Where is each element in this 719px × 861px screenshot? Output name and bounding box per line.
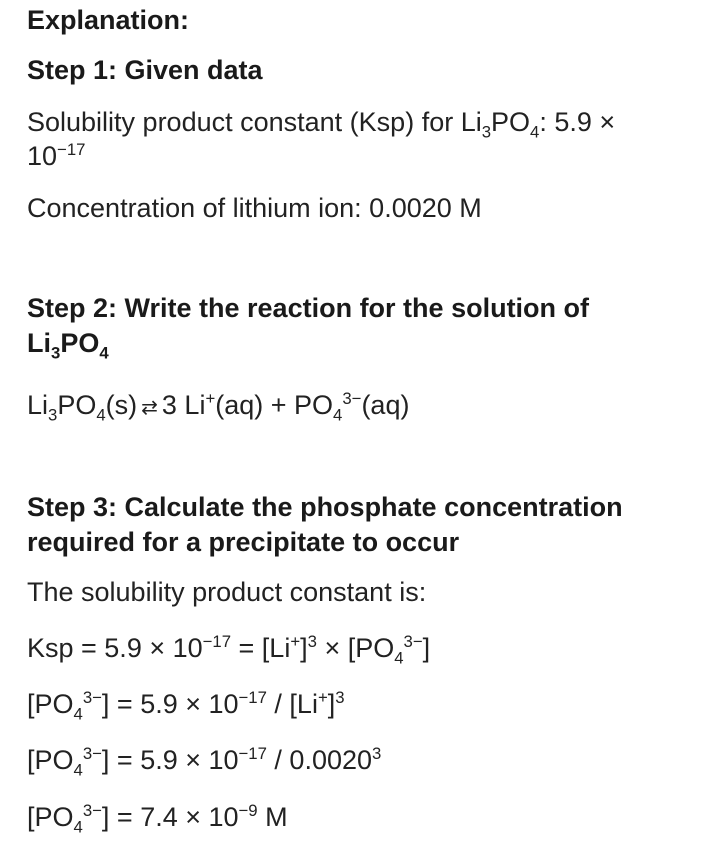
eq1-end: ] [422,633,431,663]
eq4-mid: ] = 7.4 × 10 [101,802,239,832]
eq3-power: 3 [372,744,382,763]
step1-title [27,54,263,86]
step1-title-text: Step 1: Given data [27,55,263,85]
li-concentration-text: Concentration of lithium ion: 0.0020 M [27,193,482,223]
step2-title-line1: Step 2: Write the reaction for the solution of [27,293,590,323]
eq1-lhs: Ksp = 5.9 × 10 [27,633,203,663]
ksp-li-subscript: 3 [481,122,492,142]
eq2-exponent: −17 [238,688,267,707]
li-concentration-line [27,192,482,224]
phosphate-substituted [27,744,382,780]
eq3-po-charge: 3− [82,744,102,763]
eq3-mid: ] = 5.9 × 10 [101,745,239,775]
reaction-product1-state: (aq) + PO [215,390,334,420]
eq1-times: × [PO [316,633,395,663]
reaction-product2-subscript: 4 [333,405,343,425]
reaction-li-charge: + [205,389,216,408]
eq4-exponent: −9 [238,801,258,820]
step3-title-line1: Step 3: Calculate the phosphate concentration [27,492,623,522]
eq2-li-charge: + [317,688,328,707]
eq2-power: 3 [335,688,345,707]
eq4-po-subscript: 4 [73,817,83,837]
ksp-label: Solubility product constant (Ksp) for Li [27,107,482,137]
eq1-close: ] [300,633,308,663]
eq1-li-charge: + [290,632,301,651]
reaction-product2-state: (aq) [361,390,410,420]
step2-title-cont [27,327,109,363]
reaction-product1: 3 Li [161,390,206,420]
ksp-exponent: −17 [57,140,86,159]
eq1-po-charge: 3− [403,632,423,651]
step2-title [27,292,589,324]
reaction-phosphate-charge: 3− [342,389,362,408]
ksp-intro-text: The solubility product constant is: [27,577,427,607]
step2-title-po-subscript: 4 [99,343,109,363]
ksp-expression [27,632,431,668]
ksp-exp-base: 10 [27,141,58,171]
step2-title-po: PO [60,328,100,358]
ksp-given-line [27,106,616,142]
ksp-po-subscript: 4 [530,122,540,142]
reaction-li-subscript: 3 [48,405,58,425]
eq1-exponent: −17 [202,632,232,651]
ksp-intro-line [27,576,426,608]
reaction-state-solid: (s) [105,390,138,420]
eq2-div: / [Li [266,689,318,719]
eq4-po-charge: 3− [82,801,102,820]
ksp-value: : 5.9 × [539,107,616,137]
step2-title-li-subscript: 3 [51,343,61,363]
eq1-power: 3 [307,632,317,651]
step3-title [27,491,623,523]
step3-title-line2: required for a precipitate to occur [27,527,460,557]
eq2-po-subscript: 4 [73,704,83,724]
eq3-po-subscript: 4 [73,760,83,780]
equilibrium-arrow-icon: ⇄ [141,397,158,419]
phosphate-rearranged [27,688,345,724]
reaction-li: Li [27,390,49,420]
reaction-po-subscript: 4 [96,405,106,425]
eq4-open: [PO [27,802,74,832]
phosphate-result [27,801,288,837]
eq3-exponent: −17 [238,744,267,763]
ksp-po: PO [491,107,531,137]
eq1-mid: = [Li [231,633,291,663]
eq2-open: [PO [27,689,74,719]
explanation-heading [27,4,189,36]
eq3-open: [PO [27,745,74,775]
ksp-given-line-cont [27,140,85,172]
eq2-close: ] [327,689,336,719]
eq1-po-subscript: 4 [394,648,404,668]
step3-title-cont [27,526,459,558]
explanation-heading-text: Explanation: [27,5,190,35]
eq2-po-charge: 3− [82,688,102,707]
step2-title-li: Li [27,328,51,358]
dissolution-reaction [27,389,409,424]
reaction-po: PO [57,390,97,420]
eq4-unit: M [257,802,288,832]
eq2-mid: ] = 5.9 × 10 [101,689,239,719]
eq3-div: / 0.0020 [266,745,373,775]
